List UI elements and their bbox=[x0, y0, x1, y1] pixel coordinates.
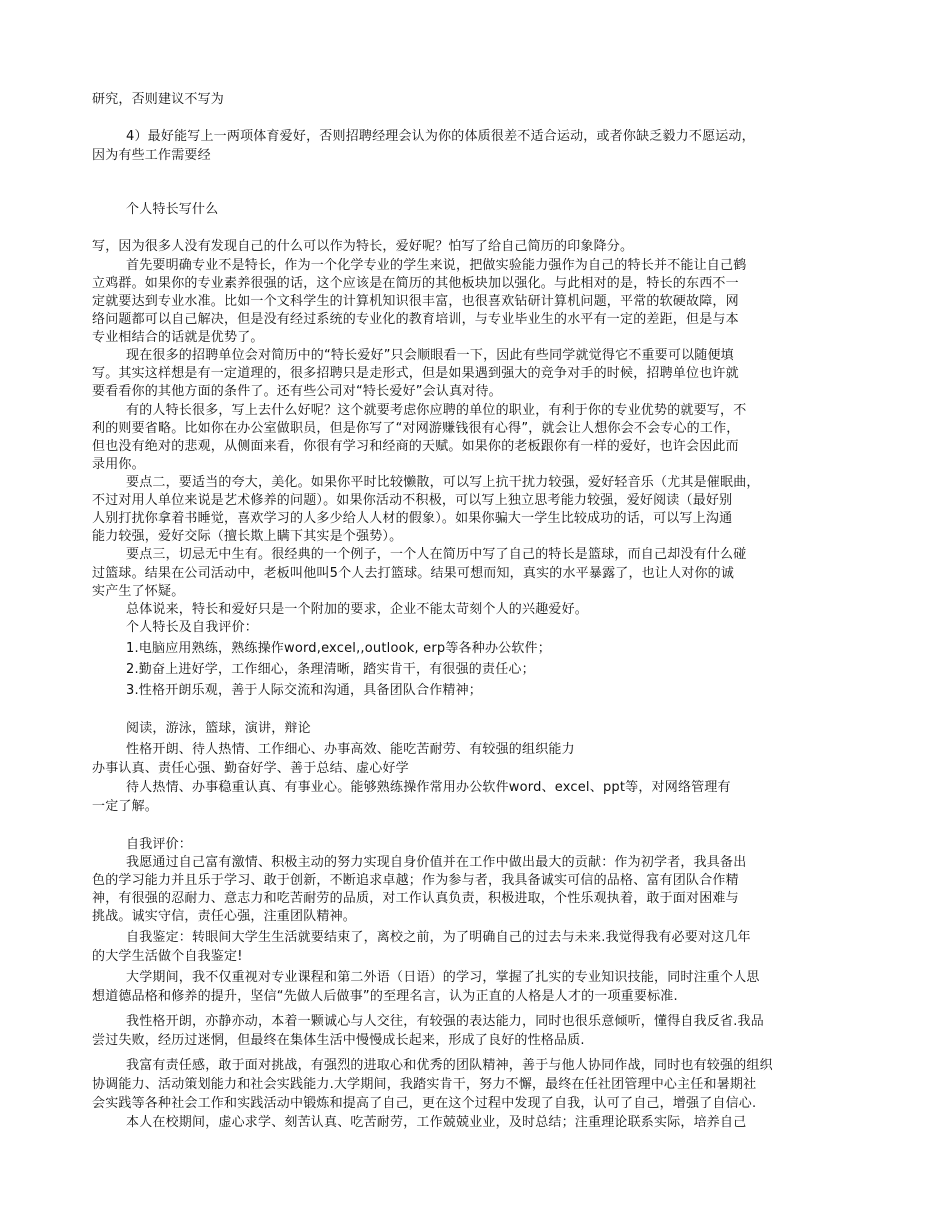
text-line: 尝过失败，经历过迷惘，但最终在集体生活中慢慢成长起来，形成了良好的性格品质. bbox=[92, 1033, 585, 1048]
text-line: 不过对用人单位来说是艺术修养的问题）。如果你活动不积极，可以写上独立思考能力较强，爱好阅读（最好别 bbox=[92, 493, 733, 508]
text-line: 人别打扰你拿着书睡觉，喜欢学习的人多少给人人材的假象）。如果你骗大一学生比较成功的话，可以写上沟通 bbox=[92, 511, 733, 526]
text-line: 但也没有绝对的悲观，从侧面来看，你很有学习和经商的天赋。如果你的老板跟你有一样的爱好，也许会因此而 bbox=[92, 439, 739, 454]
text-line: 4）最好能写上一两项体育爱好，否则招聘经理会认为你的体质很差不适合运动，或者你缺乏毅力不愿运动， bbox=[126, 129, 755, 144]
text-line: 办事认真、责任心强、勤奋好学、善于总结、虚心好学 bbox=[92, 761, 409, 776]
text-line: 过篮球。结果在公司活动中，老板叫他叫5个人去打篮球。结果可想而知，真实的水平暴露了，也让人对你的诚 bbox=[92, 566, 735, 581]
text-line: 因为有些工作需要经 bbox=[92, 148, 211, 163]
text-line: 要点二，要适当的夸大，美化。如果你平时比较懒散，可以写上抗干扰力较强，爱好轻音乐（尤其是催眠曲， bbox=[126, 475, 760, 490]
text-line: 首先要明确专业不是特长，作为一个化学专业的学生来说，把做实验能力强作为自己的特长并不能让自己鹤 bbox=[126, 258, 747, 273]
text-line: 个人特长及自我评价： bbox=[126, 620, 259, 635]
text-line: 写。其实这样想是有一定道理的，很多招聘只是走形式，但是如果遇到强大的竞争对手的时候，招聘单位也许就 bbox=[92, 366, 739, 381]
text-line: 利的则要省略。比如你在办公室做职员，但是你写了“对网游赚钱很有心得”，就会让人想你会不会专心的工作， bbox=[92, 421, 740, 436]
text-line: 实产生了怀疑。 bbox=[92, 584, 185, 599]
text-line: 的大学生活做个自我鉴定! bbox=[92, 949, 243, 964]
text-line: 会实践等各种社会工作和实践活动中锻炼和提高了自己，更在这个过程中发现了自我，认可了自己，增强了自信心. bbox=[92, 1096, 757, 1111]
text-line: 自我评价： bbox=[126, 837, 193, 852]
text-line: 一定了解。 bbox=[92, 799, 159, 814]
text-line: 要看看你的其他方面的条件了。还有些公司对“特长爱好”会认真对待。 bbox=[92, 384, 502, 399]
text-line: 3.性格开朗乐观，善于人际交流和沟通，具备团队合作精神； bbox=[126, 683, 483, 698]
text-line: 大学期间，我不仅重视对专业课程和第二外语（日语）的学习，掌握了扎实的专业知识技能，同时注重个人思 bbox=[126, 970, 760, 985]
text-line: 录用你。 bbox=[92, 457, 145, 472]
text-line: 个人特长写什么 bbox=[126, 202, 219, 217]
text-line: 我愿通过自己富有激情、积极主动的努力实现自身价值并在工作中做出最大的贡献：作为初学者，我具备出 bbox=[126, 855, 747, 870]
text-line: 定就要达到专业水准。比如一个文科学生的计算机知识很丰富，也很喜欢钻研计算机问题，平常的软硬故障，网 bbox=[92, 294, 739, 309]
text-line: 专业相结合的话就是优势了。 bbox=[92, 330, 264, 345]
text-line: 能力较强，爱好交际（擅长欺上瞒下其实是个强势）。 bbox=[92, 529, 403, 544]
text-line: 协调能力、活动策划能力和社会实践能力.大学期间，我踏实肯干，努力不懈，最终在任社团管理中心主任和暑期社 bbox=[92, 1077, 757, 1092]
text-line: 待人热情、办事稳重认真、有事业心。能够熟练操作常用办公软件word、excel、ppt等，对网络管理有 bbox=[126, 780, 731, 795]
text-line: 性格开朗、待人热情、工作细心、办事高效、能吃苦耐劳、有较强的组织能力 bbox=[126, 742, 575, 757]
text-line: 2.勤奋上进好学，工作细心，条理清晰，踏实肯干，有很强的责任心； bbox=[126, 662, 535, 677]
text-line: 有的人特长很多，写上去什么好呢？这个就要考虑你应聘的单位的职业，有利于你的专业优势的就要写，不 bbox=[126, 403, 747, 418]
text-line: 络问题都可以自己解决，但是没有经过系统的专业化的教育培训，与专业毕业生的水平有一定的差距，但是与本 bbox=[92, 312, 739, 327]
text-line: 想道德品格和修养的提升，坚信“先做人后做事”的至理名言，认为正直的人格是人才的一项重要标准. bbox=[92, 989, 678, 1004]
text-line: 现在很多的招聘单位会对简历中的“特长爱好”只会顺眼看一下，因此有些同学就觉得它不重要可以随便填 bbox=[126, 348, 734, 363]
text-line: 神，有很强的忍耐力、意志力和吃苦耐劳的品质，对工作认真负责，积极进取，个性乐观执着，敢于面对困难与 bbox=[92, 891, 739, 906]
text-line: 我性格开朗，亦静亦动，本着一颗诚心与人交往，有较强的表达能力，同时也很乐意倾听，懂得自我反省.我品 bbox=[126, 1014, 764, 1029]
text-line: 我富有责任感，敢于面对挑战，有强烈的进取心和优秀的团队精神，善于与他人协同作战，同时也有较强的组织 bbox=[126, 1058, 773, 1073]
text-line: 本人在校期间，虚心求学、刻苦认真、吃苦耐劳，工作兢兢业业，及时总结；注重理论联系实际，培养自己 bbox=[126, 1115, 747, 1130]
text-line: 总体说来，特长和爱好只是一个附加的要求，企业不能太苛刻个人的兴趣爱好。 bbox=[126, 602, 589, 617]
text-line: 自我鉴定：转眼间大学生生活就要结束了，离校之前，为了明确自己的过去与未来.我觉得我有必要对这几年 bbox=[126, 930, 751, 945]
text-line: 研究，否则建议不写为 bbox=[92, 92, 225, 107]
text-line: 写，因为很多人没有发现自己的什么可以作为特长，爱好呢？怕写了给自己简历的印象降分。 bbox=[92, 239, 634, 254]
text-line: 立鸡群。如果你的专业素养很强的话，这个应该是在简历的其他板块加以强化。与此相对的是，特长的东西不一 bbox=[92, 276, 739, 291]
text-line: 阅读，游泳，篮球，演讲，辩论 bbox=[126, 721, 311, 736]
text-line: 色的学习能力并且乐于学习、敢于创新，不断追求卓越；作为参与者，我具备诚实可信的品格、富有团队合作精 bbox=[92, 873, 739, 888]
text-line: 1.电脑应用熟练，熟练操作word,excel,,outlook, erp等各种办公软件； bbox=[126, 641, 551, 656]
text-line: 挑战。诚实守信，责任心强，注重团队精神。 bbox=[92, 909, 357, 924]
text-line: 要点三，切忌无中生有。很经典的一个例子，一个人在简历中写了自己的特长是篮球，而自己却没有什么碰 bbox=[126, 547, 747, 562]
